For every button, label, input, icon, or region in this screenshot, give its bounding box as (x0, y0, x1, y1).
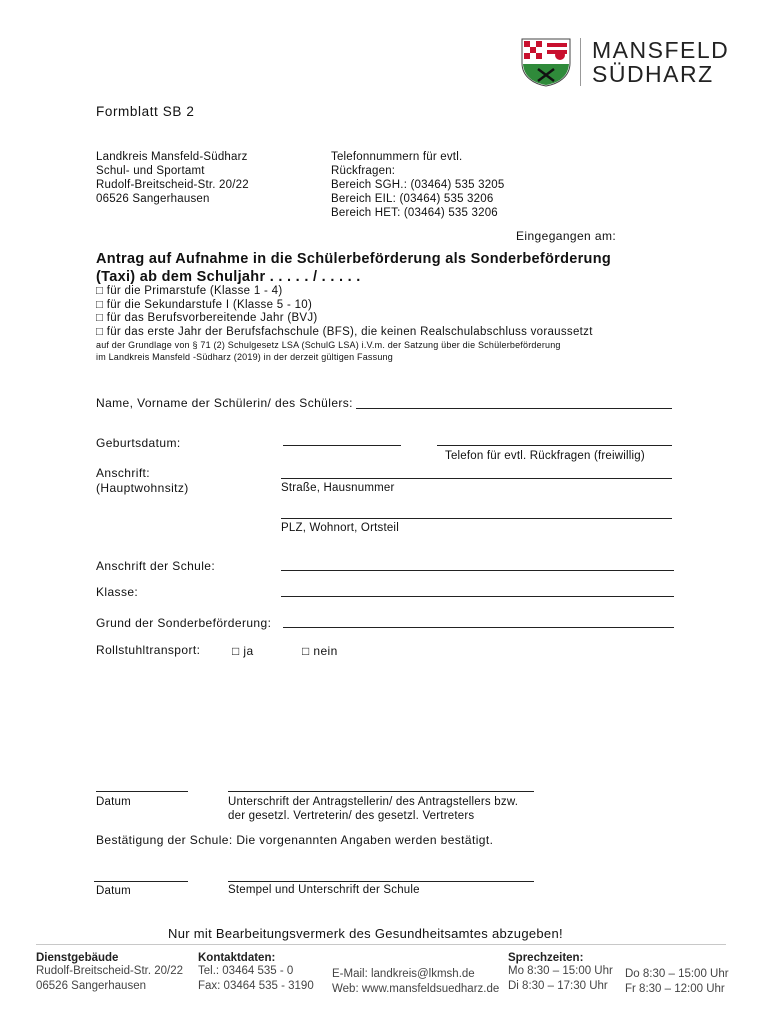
date1-field[interactable] (96, 791, 188, 792)
option-bfs[interactable]: □ für das erste Jahr der Berufsfachschule (BFS), die keinen Realschulabschluss voraussetzt (96, 325, 593, 338)
legal-line1: auf der Grundlage von § 71 (2) Schulgesetz LSA (SchulG LSA) i.V.m. der Satzung über die Schülerbeförderung (96, 340, 561, 350)
footer-phone: Tel.: 03464 535 - 0 (198, 965, 294, 977)
city-field[interactable] (281, 518, 672, 519)
authority-address (96, 150, 249, 206)
phone-line: Bereich SGH.: (03464) 535 3205 (331, 179, 505, 191)
contact-phones (331, 150, 505, 220)
phone-field[interactable] (437, 445, 672, 446)
option-primary[interactable]: □ für die Primarstufe (Klasse 1 - 4) (96, 285, 283, 297)
signature1-line2: der gesetzl. Vertreterin/ des gesetzl. Vertreters (228, 810, 475, 822)
signature1-line1: Unterschrift der Antragstellerin/ des Antragstellers bzw. (228, 796, 519, 808)
birth-label: Geburtsdatum: (96, 436, 181, 450)
footer-fax: Fax: 03464 535 - 3190 (198, 980, 314, 992)
address-line: Landkreis Mansfeld-Südharz (96, 151, 248, 163)
class-label: Klasse: (96, 585, 139, 599)
street-field[interactable] (281, 478, 672, 479)
date2-field[interactable] (94, 881, 188, 882)
signature2-field[interactable] (228, 881, 534, 882)
footer-hours-head: Sprechzeiten: (508, 952, 584, 964)
wheelchair-label: Rollstuhltransport: (96, 643, 201, 657)
logo-line1: MANSFELD (592, 37, 730, 63)
footer-hours-di: Di 8:30 – 17:30 Uhr (508, 980, 608, 992)
signature2-label: Stempel und Unterschrift der Schule (228, 884, 420, 896)
legal-basis (96, 340, 561, 363)
signature1-field[interactable] (228, 791, 534, 792)
class-field[interactable] (281, 596, 674, 597)
footer-col-hours (508, 952, 613, 994)
residence-label-line2: (Hauptwohnsitz) (96, 481, 189, 495)
wheelchair-no[interactable]: □ nein (302, 644, 338, 658)
footer-col-hours2 (625, 967, 729, 997)
footer-web[interactable]: Web: www.mansfeldsuedharz.de (332, 983, 500, 995)
school-level-options (96, 285, 593, 339)
option-bvj[interactable]: □ für das Berufsvorbereitende Jahr (BVJ) (96, 312, 318, 324)
footer-col-building (36, 952, 183, 994)
school-address-field[interactable] (281, 570, 674, 571)
footer-hours-mo: Mo 8:30 – 15:00 Uhr (508, 965, 613, 977)
city-hint: PLZ, Wohnort, Ortsteil (281, 522, 399, 534)
footer-contact-head: Kontaktdaten: (198, 952, 276, 964)
date1-label: Datum (96, 796, 131, 808)
birth-field[interactable] (283, 445, 401, 446)
logo-line2: SÜDHARZ (592, 61, 714, 87)
footer-email[interactable]: E-Mail: landkreis@lkmsh.de (332, 968, 475, 980)
logo-separator (580, 38, 581, 86)
date2-label: Datum (96, 885, 131, 897)
footer-building-head: Dienstgebäude (36, 952, 119, 964)
title-line1: Antrag auf Aufnahme in die Schülerbeförderung als Sonderbeförderung (96, 251, 612, 267)
footer-hours-fr: Fr 8:30 – 12:00 Uhr (625, 983, 725, 995)
school-address-label: Anschrift der Schule: (96, 559, 216, 573)
school-confirmation: Bestätigung der Schule: Die vorgenannten Angaben werden bestätigt. (96, 833, 494, 847)
health-office-notice: Nur mit Bearbeitungsvermerk des Gesundheitsamtes abzugeben! (168, 926, 563, 941)
name-field[interactable] (356, 408, 672, 409)
address-line: Schul- und Sportamt (96, 165, 205, 177)
address-line: 06526 Sangerhausen (96, 193, 210, 205)
phone-hint: Telefon für evtl. Rückfragen (freiwillig) (445, 450, 645, 462)
residence-label-line1: Anschrift: (96, 466, 151, 480)
address-line: Rudolf-Breitscheid-Str. 20/22 (96, 179, 249, 191)
wheelchair-yes[interactable]: □ ja (232, 644, 254, 658)
phone-line: Bereich HET: (03464) 535 3206 (331, 207, 498, 219)
phone-line: Bereich EIL: (03464) 535 3206 (331, 193, 494, 205)
street-hint: Straße, Hausnummer (281, 482, 395, 494)
signature1-label (228, 795, 518, 823)
reason-field[interactable] (283, 627, 674, 628)
received-label: Eingegangen am: (516, 229, 617, 243)
coat-of-arms-icon (520, 37, 572, 87)
title-line2: (Taxi) ab dem Schuljahr . . . . . / . . . . . (96, 269, 361, 285)
option-secondary[interactable]: □ für die Sekundarstufe I (Klasse 5 - 10) (96, 298, 313, 311)
residence-label (96, 466, 189, 496)
name-label: Name, Vorname der Schülerin/ des Schülers: (96, 396, 353, 410)
footer-divider (36, 944, 726, 945)
footer-hours-do: Do 8:30 – 15:00 Uhr (625, 968, 729, 980)
form-title (96, 250, 611, 286)
legal-line2: im Landkreis Mansfeld -Südharz (2019) in der derzeit gültigen Fassung (96, 351, 393, 362)
footer-col-contact (198, 952, 314, 994)
footer-building-line2: 06526 Sangerhausen (36, 980, 146, 992)
phone-line: Telefonnummern für evtl. (331, 151, 463, 163)
footer-building-line1: Rudolf-Breitscheid-Str. 20/22 (36, 965, 184, 977)
phone-line: Rückfragen: (331, 165, 396, 177)
form-id: Formblatt SB 2 (96, 104, 195, 119)
footer-col-web (332, 967, 499, 997)
reason-label: Grund der Sonderbeförderung: (96, 616, 272, 630)
